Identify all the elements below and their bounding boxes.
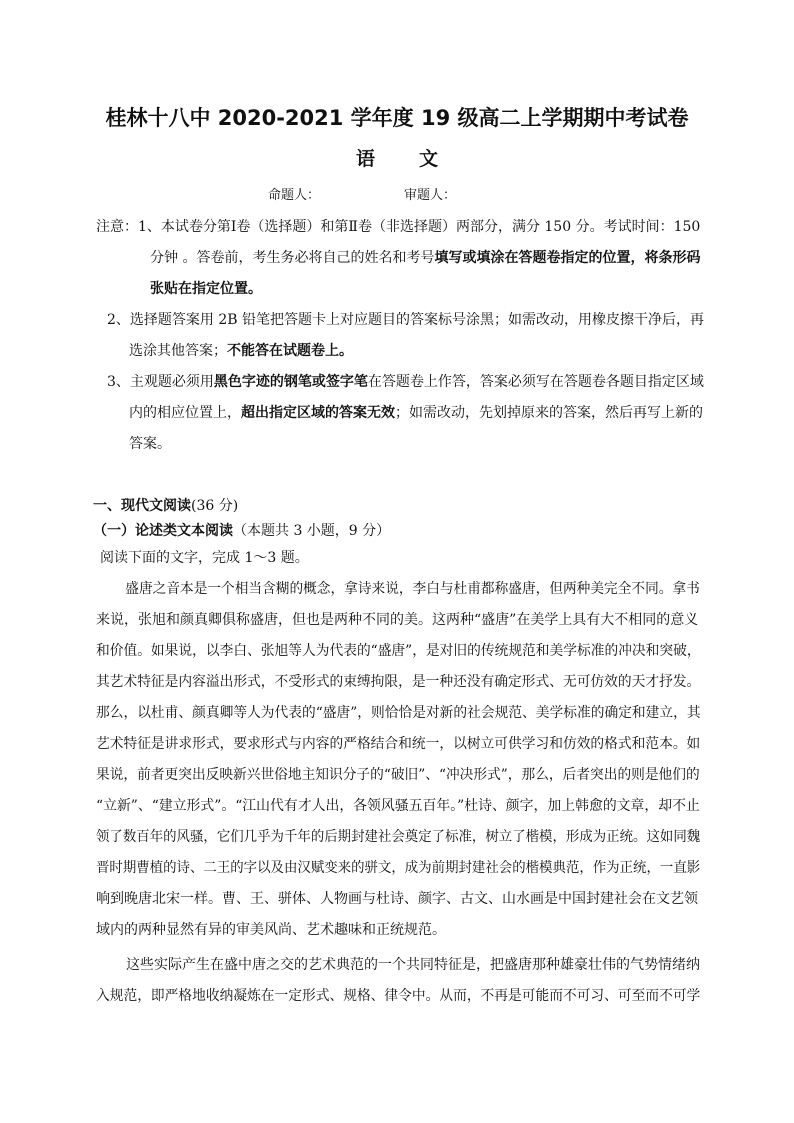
passage-line: 艺术特征是讲求形式，要求形式与内容的严格结合和统一，以树立可供学习和仿效的格式和范本。如: [96, 736, 701, 752]
passage-line: 果说，前者更突出反映新兴世俗地主知识分子的“破旧”、“冲决形式”，那么，后者突出的则是他们的: [96, 767, 700, 783]
author-label: 命题人：: [268, 188, 321, 203]
note-2-line-2: [107, 336, 353, 367]
note-1-line-2: [96, 243, 700, 274]
note-3-line-3: 答案。: [129, 436, 171, 452]
subject-title: [0, 144, 794, 171]
passage-line: 盛唐之音本是一个相当含糊的概念，拿诗来说，李白与杜甫都称盛唐，但两种美完全不同。拿书: [125, 581, 700, 597]
subject-char-1: 语: [355, 148, 375, 170]
passage-line: 这些实际产生在盛中唐之交的艺术典范的一个共同特征是，把盛唐那种雄豪壮伟的气势情绪纳: [126, 957, 700, 973]
passage-line: “立新”、“建立形式”。“江山代有才人出，各领风骚五百年。”杜诗、颜字，加上韩愈的文章，却不止: [96, 798, 700, 814]
instruction: 阅读下面的文字，完成 1～3 题。: [100, 550, 309, 566]
note-2-text: 选涂其他答案；: [129, 343, 227, 359]
passage-line: 领了数百年的风骚，它们几乎为千年的后期封建社会奠定了标准，树立了楷模，形成为正统。这如同魏: [96, 829, 701, 845]
section-heading-score: (36 分): [191, 498, 239, 514]
note-1-text: 分钟 。答卷前，考生务必将自己的姓名和考号: [150, 250, 435, 266]
passage-paragraph-2: [96, 950, 700, 1012]
note-3-bold-a: 黑色字迹的钢笔或签字笔: [213, 374, 368, 390]
passage-paragraph-1: [96, 574, 700, 946]
subject-char-2: 文: [419, 148, 439, 170]
passage-line: 那么，以杜甫、颜真卿等人为代表的“盛唐”，则恰恰是对新的社会规范、美学标准的确定和建立，其: [96, 705, 701, 721]
author-line: [268, 184, 456, 203]
note-3-text-b: 在答题卷上作答，答案必须写在答题卷各题目指定区域: [367, 374, 704, 390]
note-3: [107, 367, 707, 460]
passage-line: 响到晚唐北宋一样。曹、王、骈体、人物画与杜诗、颜字、古文、山水画是中国封建社会在文艺领: [96, 891, 698, 907]
passage-line: 其艺术特征是内容溢出形式，不受形式的束缚拘限，是一种还没有确定形式、无可仿效的天才抒发。: [96, 674, 701, 690]
note-3-text-d: ；如需改动，先划掉原来的答案，然后再写上新的: [395, 405, 703, 421]
note-1-line-3: [96, 274, 262, 305]
passage-line: 域内的两种显然有异的审美风尚、艺术趣味和正统规范。: [96, 922, 446, 938]
note-1-bold: 填写或填涂在答题卷指定的位置，将条形码: [434, 250, 701, 266]
note-3-line-1: [107, 367, 704, 398]
passage-line: 入规范，即严格地收纳凝炼在一定形式、规格、律令中。从而，不再是可能而不可习、可至而不可学: [96, 988, 701, 1004]
note-1-bold-2: 张贴在指定位置。: [150, 281, 262, 297]
section-heading-text: 一、现代文阅读: [93, 498, 191, 514]
note-3-line-2: [107, 398, 703, 429]
reviewer-label: 审题人：: [404, 188, 457, 203]
note-3-text-c: 内的相应位置上，: [129, 405, 241, 421]
exam-title: 桂林十八中 2020-2021 学年度 19 级高二上学期期中考试卷: [105, 106, 689, 130]
passage-line: 晋时期曹植的诗、二王的字以及由汉赋变来的骈文，成为前期封建社会的楷模典范，作为正统，一直影: [96, 860, 701, 876]
passage-line: 来说，张旭和颜真卿俱称盛唐，但也是两种不同的美。这两种“盛唐”在美学上具有大不相同的意义: [96, 612, 699, 628]
note-3-text-a: 3、主观题必须用: [107, 374, 214, 390]
sub-heading: [93, 520, 390, 540]
note-1-line-1: 注意：1、本试卷分第Ⅰ卷（选择题）和第Ⅱ卷（非选择题）两部分，满分 150 分。考试时间：150: [96, 219, 701, 235]
note-3-bold-b: 超出指定区域的答案无效: [241, 405, 395, 421]
section-heading: [93, 495, 238, 515]
note-2-line-1: 2、选择题答案用 2B 铅笔把答题卡上对应题目的答案标号涂黑；如需改动，用橡皮擦干净后，再: [107, 312, 705, 328]
sub-heading-text: （一）论述类文本阅读: [93, 523, 233, 539]
note-2-bold: 不能答在试题卷上。: [227, 343, 353, 359]
passage-line: 和价值。如果说，以李白、张旭等人为代表的“盛唐”，是对旧的传统规范和美学标准的冲决和突破，: [96, 643, 701, 659]
sub-heading-note: （本题共 3 小题，9 分）: [233, 523, 391, 539]
note-1: [96, 212, 706, 305]
note-2: [107, 305, 707, 367]
